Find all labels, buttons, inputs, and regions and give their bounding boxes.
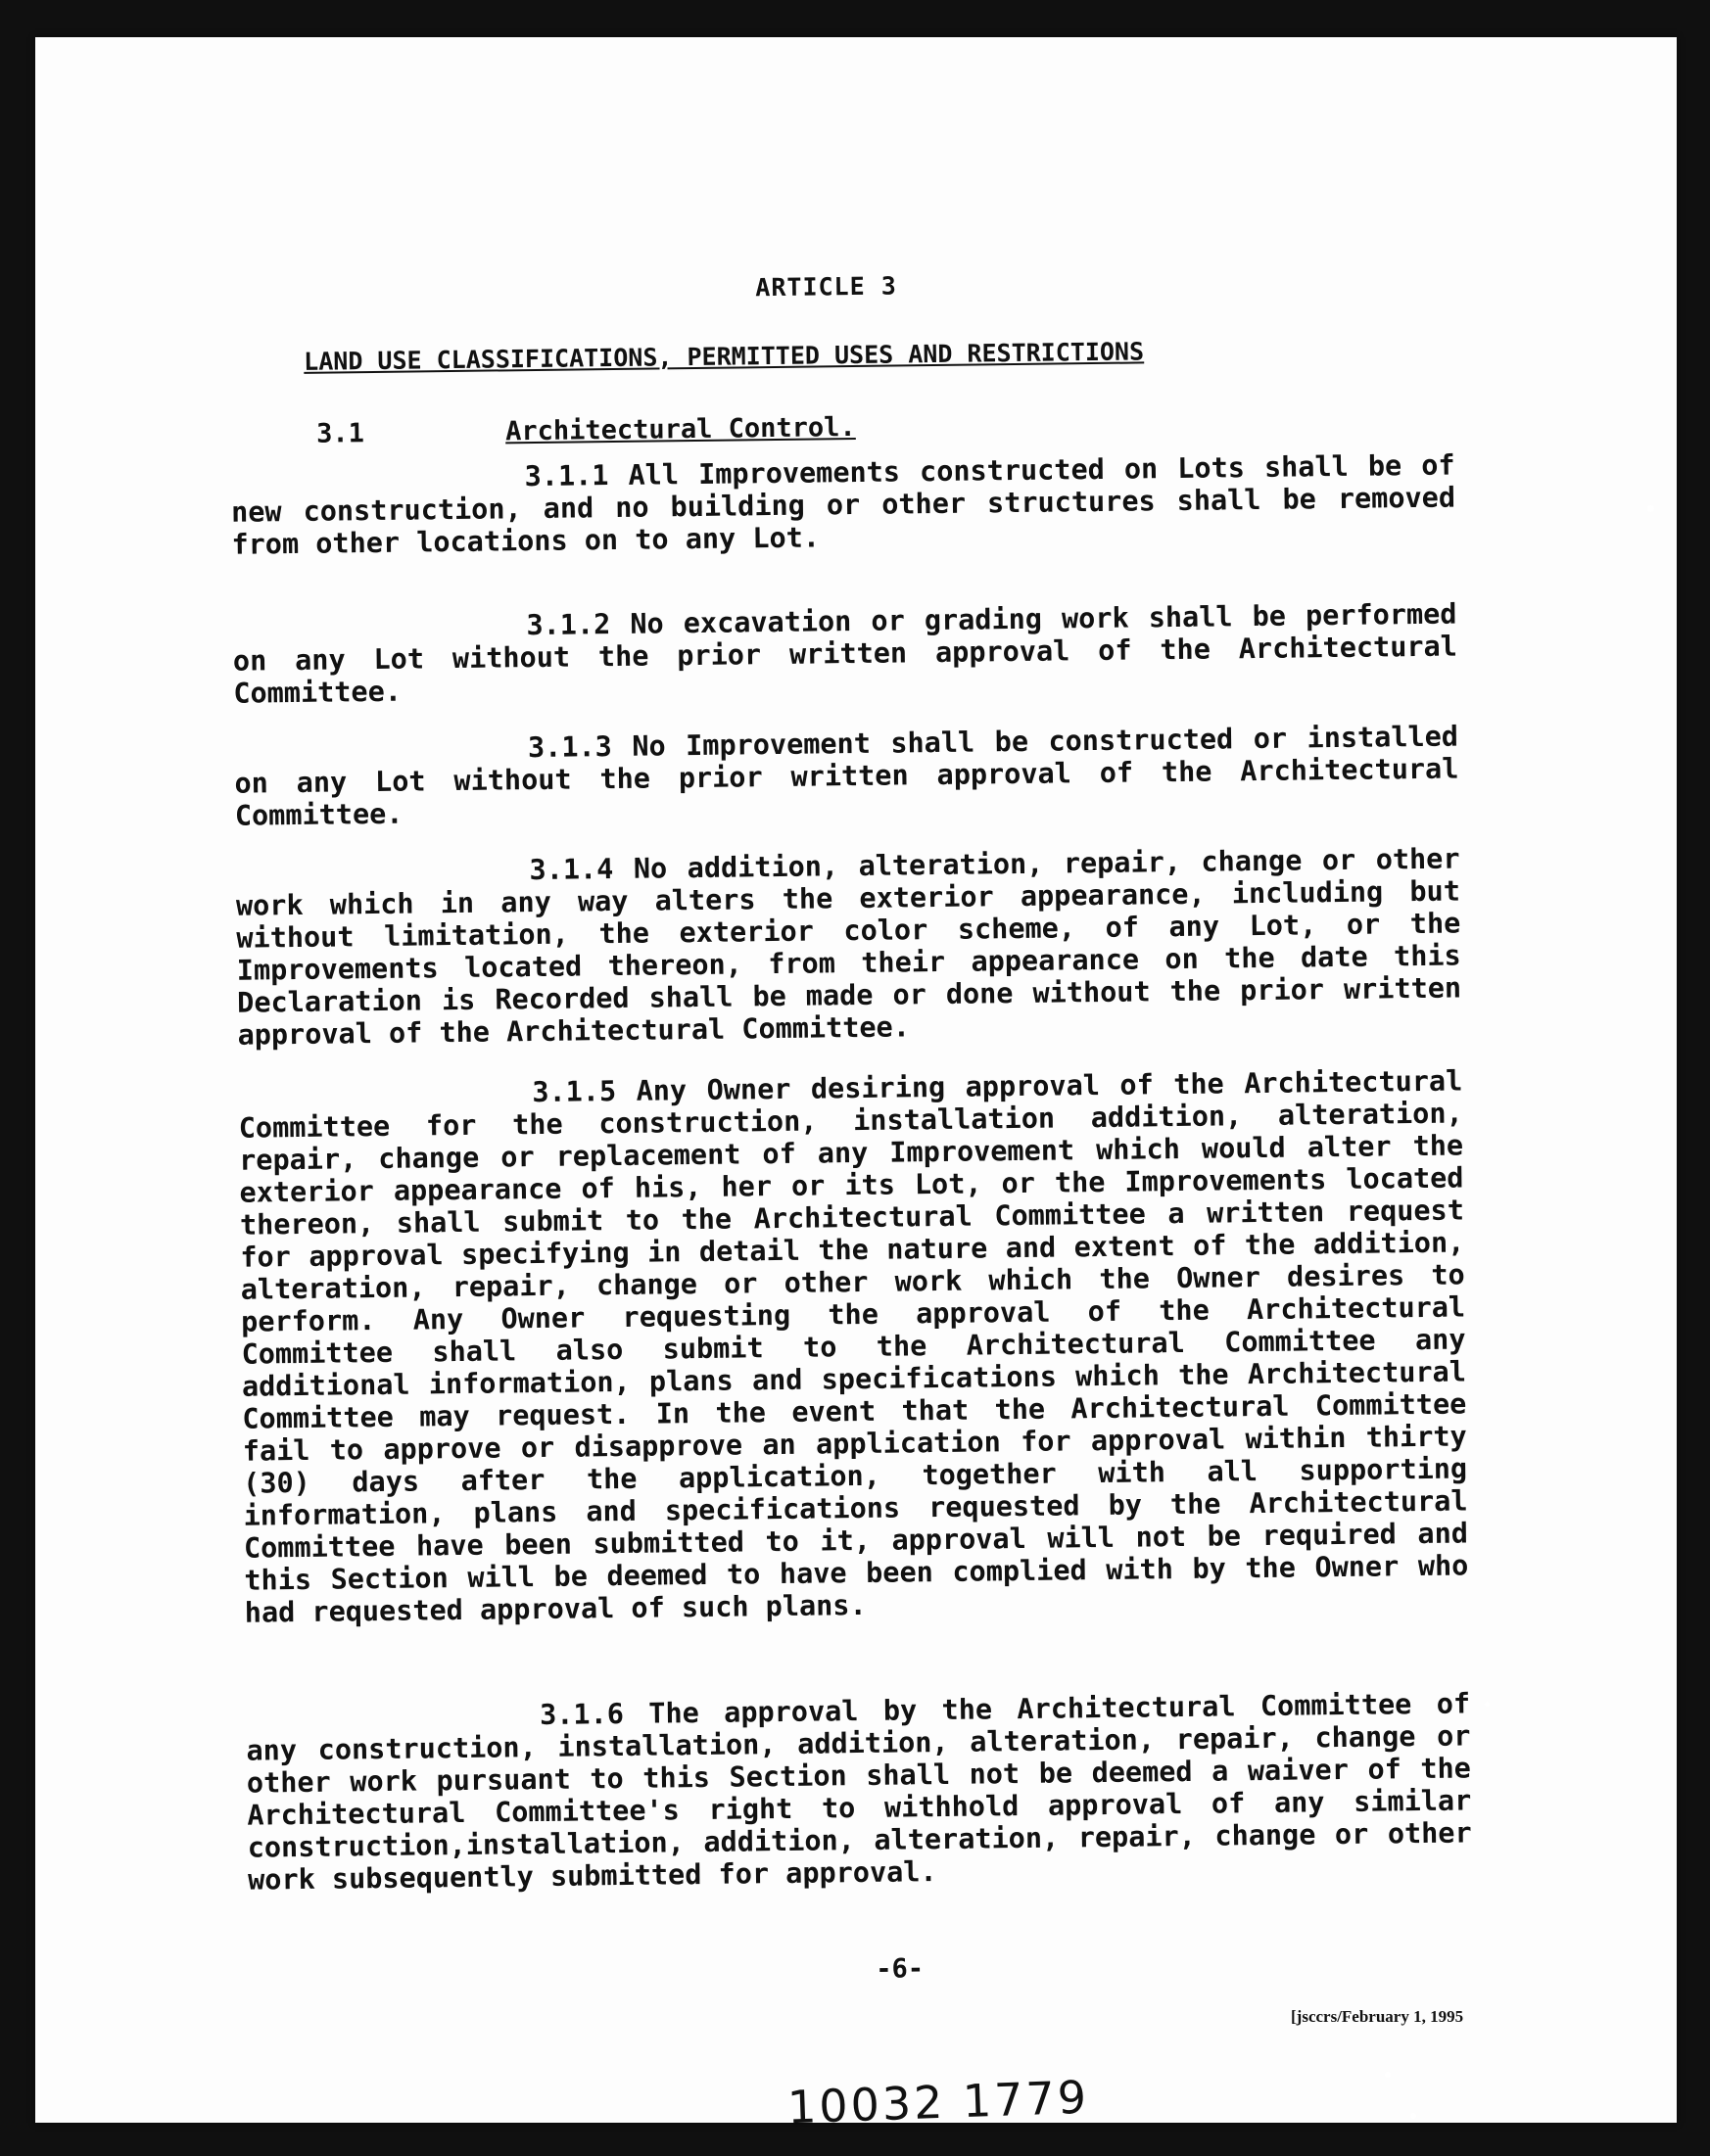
paragraph-3-1-6: 3.1.6 The approval by the Architectural Committee of any construction, installation, addition, alteration, repair, change or other work pursuant to this Section shall not be deemed a waiver of the Architectural Committee's right to withhold approval of any similar construction,installation, addition, alteration, repair, change or other work subsequently submitted for approval. [246, 1687, 1472, 1897]
article-title: ARTICLE 3 [755, 271, 897, 303]
section-title: Architectural Control. [504, 411, 856, 447]
handwritten-document-number: 10032 1779 [786, 2070, 1090, 2134]
paragraph-3-1-4: 3.1.4 No addition, alteration, repair, change or other work which in any way alters the exterior appearance, including but without limitation, the exterior color scheme, of any Lot, or the Improvements located thereon, from their appearance on the date this Declaration is Recorded shall be made or done without the prior written approval of the Architectural Committee. [235, 842, 1462, 1052]
paragraph-3-1-3: 3.1.3 No Improvement shall be constructed or installed on any Lot without the prior written approval of the Architectural Committee. [234, 720, 1459, 832]
page-number: -6- [876, 1953, 925, 1985]
article-subtitle: LAND USE CLASSIFICATIONS, PERMITTED USES AND RESTRICTIONS [304, 337, 1145, 376]
date-stamp: [jsccrs/February 1, 1995 [1291, 2007, 1464, 2026]
paragraph-3-1-5: 3.1.5 Any Owner desiring approval of the Architectural Committee for the construction, installation addition, alteration, repair, change or replacement of any Improvement which would alter the exterior appearance of his, her or its Lot, or the Improvements located thereon, shall submit to the Architectural Committee a written request for approval specifying in detail the nature and extent of the addition, alteration, repair, change or other work which the Owner desires to perform. Any Owner requesting the approval of the Architectural Committee shall also submit to the Architectural Committee any additional information, plans and specifications which the Architectural Committee may request. In the event that the Architectural Committee fail to approve or disapprove an application for approval within thirty (30) days after the application, together with all supporting information, plans and specifications requested by the Architectural Committee have been submitted to it, approval will not be required and this Section will be deemed to have been complied with by the Owner who had requested approval of such plans. [238, 1064, 1469, 1629]
section-number: 3.1 [315, 418, 365, 449]
document-content [27, 27, 1694, 2133]
document-page [35, 37, 1677, 2134]
paragraph-3-1-1: 3.1.1 All Improvements constructed on Lots shall be of new construction, and no building or other structures shall be removed from other locations on to any Lot. [230, 448, 1456, 561]
paragraph-3-1-2: 3.1.2 No excavation or grading work shall be performed on any Lot without the prior written approval of the Architectural Committee. [232, 597, 1458, 710]
